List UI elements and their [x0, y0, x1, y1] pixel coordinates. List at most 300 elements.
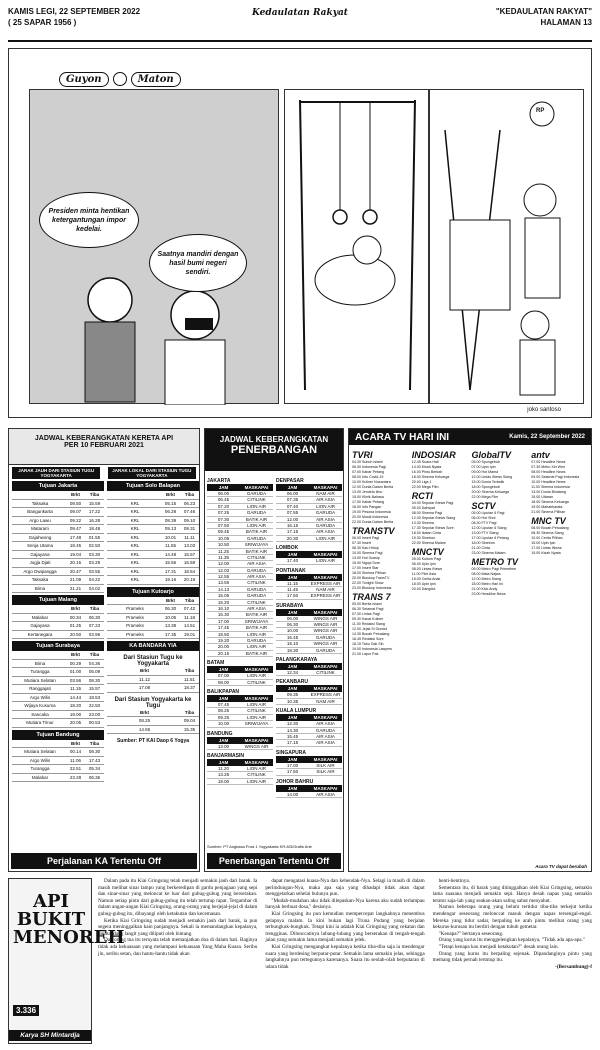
flight-airline: GARUDA	[315, 727, 336, 733]
tv-program: 12.00 Liputan 6 Siang	[471, 526, 507, 530]
story-end: -(Bersambung)-f	[555, 963, 592, 970]
train-row	[107, 525, 199, 534]
cell: 08.30	[88, 677, 101, 683]
tv-program: 10.00 Headline News	[531, 480, 566, 484]
cell: 03.55	[88, 568, 101, 574]
cartoon-title	[59, 71, 181, 87]
artist-sign: RP	[536, 108, 545, 114]
cell: 18.53	[88, 694, 101, 700]
flight-airline: CITILINK	[247, 708, 266, 714]
cell: 19.00	[69, 711, 82, 717]
flight-destination: LOMBOK	[276, 545, 299, 552]
train-col-header	[12, 491, 104, 500]
flight-airline: SRIWIJAYA	[244, 618, 269, 624]
train-row	[107, 542, 199, 551]
tv-program: 08.00 Lintas iNews	[411, 567, 443, 571]
flight-airline: LION AIR	[246, 503, 266, 509]
tv-program: 19.00 Mahabharata	[531, 505, 563, 509]
cell: KRL	[130, 517, 140, 523]
cell: 10.01	[164, 534, 177, 540]
flight-airline: AIR ASIA	[316, 740, 335, 746]
tv-program: 20.00 Musik Indonesia	[352, 515, 388, 519]
train-row	[12, 508, 104, 517]
cell: 15.57	[88, 686, 101, 691]
cell: KRL	[130, 577, 140, 582]
col-jam: JAM	[287, 686, 298, 692]
train-col-header	[12, 605, 104, 614]
flight-time: 06.00	[286, 615, 299, 621]
cell: 20.47	[69, 568, 82, 574]
flight-time: 06.30	[286, 622, 299, 628]
cell: Turangga	[30, 766, 50, 771]
flight-airline: LION AIR	[315, 535, 335, 541]
tv-program: 19.00 Pesona Indonesia	[352, 510, 391, 514]
flight-time: 20.00	[217, 644, 230, 650]
flight-row	[207, 779, 273, 785]
cell: Gajayana	[30, 623, 50, 628]
flight-airline: LION AIR	[246, 765, 266, 771]
tv-program: 22.00 Dunia Dalam Berita	[352, 520, 394, 524]
tv-program: 18.00 Sinema Pilihan	[352, 571, 386, 575]
flight-destination: KUALA LUMPUR	[276, 708, 317, 715]
channel-logo: MNCTV	[411, 547, 444, 557]
flight-airline: LION AIR	[246, 644, 266, 650]
flight-time: 15.05	[217, 593, 230, 599]
cell: 20.50	[69, 631, 82, 637]
cell: KRL	[130, 551, 140, 557]
tv-program: 12.00 Lintas iNews Siang	[471, 475, 513, 479]
tv-program: 15.00 Upin Ipin	[531, 541, 556, 545]
cell: 17.48	[69, 534, 82, 540]
tv-program: 07.00 Headline News	[531, 460, 566, 464]
cell: 08.30	[88, 749, 101, 754]
flight-airline: NAM AIR	[316, 698, 335, 704]
cartoon-panel-1	[29, 89, 279, 404]
flight-time: 17.50	[286, 593, 299, 599]
flight-time: 07.25	[217, 510, 230, 516]
flight-time: 06.00	[286, 491, 299, 496]
cell: Argo Dwipangga	[23, 568, 57, 574]
cell: Brkt	[139, 668, 149, 673]
tv-program: 07.30 Lintas Pagi	[352, 612, 380, 616]
flight-time: 16.30	[217, 612, 230, 618]
flight-time: 17.00	[286, 762, 299, 768]
flight-col-header	[276, 484, 342, 491]
flight-time: 06.00	[217, 491, 230, 496]
bandara-route: Dari Stasiun Yogyakarta ke Tugu	[114, 696, 192, 709]
story-paragraph: "Tetapi kenapa kau menjadi ketakutan?" desak orang lain.	[438, 943, 559, 950]
cartoon-panel-3	[429, 89, 584, 404]
col-jam: JAM	[287, 715, 298, 721]
flight-row	[207, 680, 273, 686]
cell: 18.54	[183, 568, 196, 574]
flight-airline: NAM AIR	[316, 491, 335, 496]
flight-row	[207, 721, 273, 727]
col-maskapai: MASKAPAI	[313, 686, 338, 692]
flight-time: 12.34	[286, 670, 299, 676]
train-col-header	[12, 740, 104, 749]
flight-destination: DENPASAR	[276, 478, 304, 484]
tv-program: 06.00 Indonesia Pagi	[352, 465, 386, 469]
col-maskapai: MASKAPAI	[313, 552, 338, 558]
cell: 00.53	[88, 720, 101, 725]
flight-airline: GARUDA	[315, 522, 336, 528]
cell: Brkt	[70, 606, 80, 611]
speech-bubble-1: Presiden minta hentikan ketergantungan impor kedelai.	[39, 192, 139, 248]
flight-time: 12.55	[217, 574, 230, 580]
cell: 14.55	[138, 726, 151, 732]
flight-destination: BATAM	[207, 660, 225, 667]
tv-program: 19.00 Kisah Nyata	[531, 551, 561, 555]
flight-destination: PALANGKARAYA	[276, 657, 318, 664]
flight-airline: LION AIR	[315, 503, 335, 509]
cell: Tiba	[184, 492, 195, 497]
tv-program: 23.00 Headline News	[471, 592, 506, 596]
flight-airline: LION AIR	[315, 558, 335, 564]
tv-program: 14.30 Bocah Petualang	[352, 632, 390, 636]
flight-airline: SRIWIJAYA	[244, 721, 269, 727]
flight-airline: SILK AIR	[316, 769, 335, 775]
train-sub-right: JARAK LOKAL DARI STASIUN TUGU YOGYAKARTA	[108, 467, 196, 479]
tv-program: 21.00 Kick Andy	[471, 587, 498, 591]
flight-time: 12.30	[286, 721, 299, 727]
flight-row	[276, 536, 342, 542]
story-paragraph: dapat mengatasi kuasa-Nya dan kehendak-Nya. Selagi ia masih di dalam perlindungan-Nya, maka apa saja yang dihadapi tidak akan dapat menggetarkan sehelai bulunya pun.	[265, 878, 425, 898]
tv-program: 18.00 Info Pangan	[352, 505, 382, 509]
flight-time: 16.10	[217, 606, 230, 612]
flight-row	[276, 769, 342, 775]
flight-row	[276, 670, 342, 676]
flight-destination: PONTIANAK	[276, 567, 306, 574]
flight-airline: BATIK AIR	[245, 516, 268, 522]
channel-logo: SCTV	[471, 501, 496, 511]
tv-program: 08.00 Sinema Pagi	[411, 511, 443, 515]
story-paragraph: Orang yang kurus itu berpaling sejenak. Dipandanginya pintu yang memang tidak pernah tertutup itu.	[432, 950, 592, 964]
cell: 05.34	[88, 766, 101, 771]
flight-airline: CITILINK	[247, 497, 266, 503]
col-jam: JAM	[287, 485, 298, 490]
cell: Argo Wilis	[29, 694, 51, 700]
flight-time: 09.45	[217, 529, 230, 535]
cartoon-title-a: Guyon	[59, 72, 109, 87]
tv-program: 17.00 Insert Star	[352, 566, 379, 570]
flight-time: 17.40	[286, 558, 299, 564]
flight-airline: BATIK AIR	[245, 612, 268, 618]
flight-row	[276, 593, 342, 599]
tv-program: 16.45 Redaksi Sore	[352, 637, 384, 641]
cell	[12, 651, 66, 659]
flight-airline: AIR ASIA	[316, 516, 335, 522]
channel-logo: METRO TV	[471, 557, 518, 567]
flight-row	[207, 651, 273, 657]
cell: 04.22	[88, 577, 101, 582]
tv-program: 10.00 Sinema Pagi	[352, 551, 383, 555]
cell: KRL	[130, 500, 140, 506]
train-row	[12, 517, 104, 526]
flight-airline: AIR ASIA	[247, 561, 266, 567]
tv-program: 22.00 Mega Film	[471, 495, 499, 499]
flight-airline: WINGS AIR	[313, 615, 338, 621]
story-cover	[8, 878, 125, 1044]
cell: 09.31	[183, 526, 196, 531]
flight-destination: BANDUNG	[207, 730, 233, 737]
flight-col-header	[276, 551, 342, 558]
tv-program: 13.30 Sinema	[411, 521, 434, 525]
flight-time: 10.05	[217, 535, 230, 541]
cell: 16.28	[88, 517, 101, 523]
train-row	[12, 668, 104, 677]
cell: Bima	[34, 585, 46, 591]
tv-program: 08.00 Info Covid-19	[352, 475, 384, 479]
cell: Wijaya Kusuma	[24, 703, 56, 708]
train-row	[12, 757, 104, 766]
cell: KRL	[130, 526, 140, 531]
tv-schedule	[348, 428, 592, 872]
cell: Prameks	[126, 631, 144, 637]
bandara-route: Dari Stasiun Tugu ke Yogyakarta	[123, 655, 183, 667]
tv-program: 15.00 Klinik Bahasa	[352, 495, 384, 499]
cell: 06.30	[88, 614, 101, 620]
tv-program: 06.30 Selamat Pagi	[352, 607, 384, 611]
train-row	[12, 559, 104, 568]
cell: Gajayana	[30, 551, 50, 557]
cell: 21.09	[69, 577, 82, 582]
cell: Argo Lawu	[29, 517, 51, 523]
flight-time: 17.15	[286, 740, 299, 746]
info-blocks	[8, 428, 592, 872]
flight-airline: GARUDA	[246, 593, 267, 599]
flight-airline: WINGS AIR	[244, 743, 269, 749]
flight-col-header	[207, 666, 273, 673]
train-section-title: Tujuan Bandung	[12, 730, 104, 740]
flight-airline: AIR ASIA	[316, 529, 335, 535]
tv-program: 06.00 Hot Shot	[471, 516, 496, 520]
flight-airline: AIR ASIA	[247, 606, 266, 612]
cell: 09.07	[69, 509, 82, 514]
train-row	[12, 576, 104, 585]
cell: 09.10	[183, 517, 196, 523]
story-paragraph: Orang yang kurus itu menggelengkan kepalanya, "Tidak ada apa-apa."	[438, 937, 586, 944]
tv-column-1	[352, 449, 409, 657]
flight-destination: JAKARTA	[207, 478, 231, 484]
flight-time: 16.15	[286, 522, 299, 528]
flight-time: 12.00	[217, 561, 230, 567]
cell: Ranggajati	[29, 686, 51, 691]
flight-time: 11.25	[218, 548, 229, 554]
flight-col-header	[207, 695, 273, 702]
tv-program: 04.00 Seputar iNews Pagi	[411, 501, 454, 505]
flight-destination: JOHOR BAHRU	[276, 778, 314, 785]
story-paragraph: Ketika Kiai Gringsing sudah menjadi semakin jauh dari barak, ia pun segera meninggalkan kain panjangnya. Sekali ia memandangkan kepalanya, memandang langit yang diliputi oleh bintang.	[98, 917, 258, 937]
flight-time: 11.20	[218, 765, 229, 771]
tv-program: 22.00 Sinema Malam	[411, 541, 446, 545]
tv-program: 18.00 Sinetron	[471, 541, 495, 545]
flight-time: 18.50	[217, 631, 230, 637]
train-row	[12, 551, 104, 560]
train-row	[107, 726, 199, 735]
flight-time: 14.00	[286, 791, 299, 797]
flight-time: 07.35	[286, 497, 299, 503]
tv-program: 18.00 Sinema Keluarga	[531, 500, 569, 504]
flight-airline: CITILINK	[247, 679, 266, 685]
tv-program: 17.00 Lintas iNews	[531, 546, 562, 550]
flight-airline: NAM AIR	[316, 586, 335, 592]
cell: 13.03	[183, 543, 196, 548]
story-paragraph: Sementara itu, di barak yang ditinggalkan oleh Kiai Gringsing, semakin lama suasana menjadi semakin sepi. Hanya desah napas yang semakin teratur saja-lah yang seakan-akan saling sahut menyahut.	[432, 884, 592, 904]
train-col-header	[12, 651, 104, 660]
cell: KRL	[130, 509, 140, 514]
cell: 15.35	[183, 726, 196, 732]
flight-destination: BANJARMASIN	[207, 752, 244, 759]
cell: 10.05	[164, 614, 177, 620]
tv-program: 21.00 Cinta	[471, 546, 490, 550]
train-row	[107, 684, 199, 693]
col-jam: JAM	[287, 785, 298, 791]
story-episode: 3.336	[13, 1005, 39, 1016]
tv-program: 22.00 Tonight Show	[352, 581, 384, 585]
flight-row	[276, 699, 342, 705]
flight-time: 08.00	[217, 679, 230, 685]
tv-program: 07.30 Metro Xin Wen	[531, 465, 565, 469]
cell: Tiba	[184, 597, 195, 603]
cell: 03.29	[88, 560, 101, 565]
cell: 17.22	[88, 509, 101, 514]
tv-program: 15.00 Cerita Anak	[411, 577, 441, 581]
train-subtitle: PER 10 FEBRUARI 2021	[64, 442, 144, 449]
col-maskapai: MASKAPAI	[313, 664, 338, 670]
flight-col-header	[276, 609, 342, 616]
flight-source	[207, 844, 312, 849]
flight-time: 17.00	[217, 618, 230, 624]
section-name: "KEDAULATAN RAKYAT"	[495, 7, 592, 16]
cell: 03.96	[88, 631, 101, 637]
flight-time: 13.25	[217, 772, 230, 778]
train-section-title: Tujuan Jakarta	[12, 481, 104, 491]
flight-airline: SRIWIJAYA	[244, 542, 269, 548]
flight-time: 17.50	[286, 769, 299, 775]
train-sub-left: JARAK JAUH DARI STASIUN TUGU YOGYAKARTA	[12, 467, 100, 479]
tv-program: 21.00 Lapor Pak	[352, 652, 379, 656]
story-author: Karya SH Mintardja	[9, 1030, 91, 1041]
cell: 23.00	[88, 711, 101, 717]
col-jam: JAM	[287, 574, 298, 580]
cell: 20.19	[183, 577, 196, 582]
cell: 04.02	[88, 585, 101, 591]
cell: 15.57	[183, 551, 196, 557]
channel-logo: antv	[531, 450, 550, 460]
flight-col-header	[276, 785, 342, 792]
cell: 18.37	[183, 685, 196, 690]
flight-credit: KR-M3/Grafis Arie	[279, 844, 312, 849]
train-col-header	[107, 667, 199, 676]
col-jam: JAM	[218, 759, 229, 765]
tv-program: 09.00 Hot Mama	[471, 470, 499, 474]
cell: 15.56	[164, 560, 177, 565]
train-row	[12, 614, 104, 623]
cell	[107, 597, 161, 605]
flight-airline: LION AIR	[246, 631, 266, 637]
story-paragraph: Namun beberapa orang yang belum tertidur tiba-tiba terkejut ketika mendengar seseorang melonccat masuk dengan napas tersengal-engal. Mereka yang tidur sadar, berpaling ke arah pintu melihat orang yang kekurus-kurusan itu berdiri dengan tubuh gemetar.	[432, 904, 592, 931]
train-row	[107, 717, 199, 726]
cell: 01.55	[88, 534, 101, 540]
cell: KRL	[130, 543, 140, 548]
tv-program: 12.00 Metro Siang	[471, 577, 501, 581]
cell: 14.44	[69, 694, 82, 700]
train-col-header	[107, 491, 199, 500]
flight-column-left	[207, 475, 273, 785]
tv-program: 08.30 Sinema Siang	[531, 531, 564, 535]
cell: 04.36	[88, 660, 101, 666]
tv-program: 19.30 Sinetron	[411, 536, 436, 540]
flight-airline: GARUDA	[315, 634, 336, 640]
train-row	[107, 614, 199, 623]
flight-airline: GARUDA	[246, 535, 267, 541]
flight-col-header	[276, 663, 342, 670]
tv-program: 07.00 Kabar Petang	[352, 470, 384, 474]
tv-program: 20.00 Bioskop TransTV	[352, 576, 390, 580]
cell: 00.29	[69, 660, 82, 666]
tv-program: 07.30 Insert	[352, 541, 371, 545]
tv-program: 23.00 Sinema Malam	[471, 551, 506, 555]
train-section-title: Tujuan Surabaya	[12, 641, 104, 651]
cell: 20.05	[69, 720, 82, 725]
issue-date-hijri: ( 25 SAPAR 1956 )	[8, 18, 77, 27]
flight-airline: LION AIR	[246, 778, 266, 784]
tv-program: 11.00 Redaksi Siang	[352, 622, 385, 626]
tv-program: 12.00 Jejak Si Gundul	[352, 627, 388, 631]
cell: 05.09	[88, 669, 101, 674]
cell: 22.51	[69, 766, 82, 771]
flight-airline: EXPRESS AIR	[310, 580, 341, 586]
flight-time: 19.20	[217, 637, 230, 643]
flight-time: 07.20	[217, 503, 230, 509]
cell: 06.28	[164, 509, 177, 514]
tv-program: 11.00 Film Asia	[411, 572, 437, 576]
cell: 11.11	[184, 534, 195, 540]
tv-program: 08.00 Headline News	[531, 470, 566, 474]
story-column-1	[98, 878, 257, 970]
story-columns	[98, 878, 592, 970]
train-col-header	[107, 597, 199, 606]
tv-program: 05.00 Spongebob	[471, 460, 500, 464]
flight-time: 10.00	[286, 628, 299, 634]
tv-program: 15.00 Uttaran	[531, 495, 554, 499]
cell: 09.13	[164, 526, 177, 531]
cell: 11.18	[184, 614, 195, 620]
cell: 08.50	[69, 500, 82, 506]
flight-airline: CITILINK	[247, 772, 266, 778]
tv-program: 17.00 Liputan 6 Petang	[471, 536, 509, 540]
flight-time: 07.55	[286, 510, 299, 516]
cell: 17.35	[164, 631, 177, 637]
flight-airline: BATIK AIR	[245, 625, 268, 631]
cell: Senja Utama	[26, 543, 53, 548]
flight-destination: SURABAYA	[276, 602, 304, 609]
flight-title: JADWAL KEBERANGKATAN	[219, 435, 329, 444]
channel-logo: INDOSIAR	[411, 450, 456, 460]
cell: Bima	[34, 660, 46, 666]
tv-program: 20.00 Dangdut	[411, 587, 436, 591]
story-column-2	[265, 878, 424, 970]
train-row	[107, 534, 199, 543]
cell: Prameks	[126, 606, 144, 611]
train-section-title: KA BANDARA YIA	[107, 641, 199, 651]
flight-destination: SINGAPURA	[276, 749, 307, 756]
train-title: JADWAL KEBERANGKATAN KERETA API	[34, 435, 174, 442]
flight-airline: GARUDA	[315, 647, 336, 653]
train-row	[12, 568, 104, 577]
cell: 18.20	[69, 703, 82, 708]
